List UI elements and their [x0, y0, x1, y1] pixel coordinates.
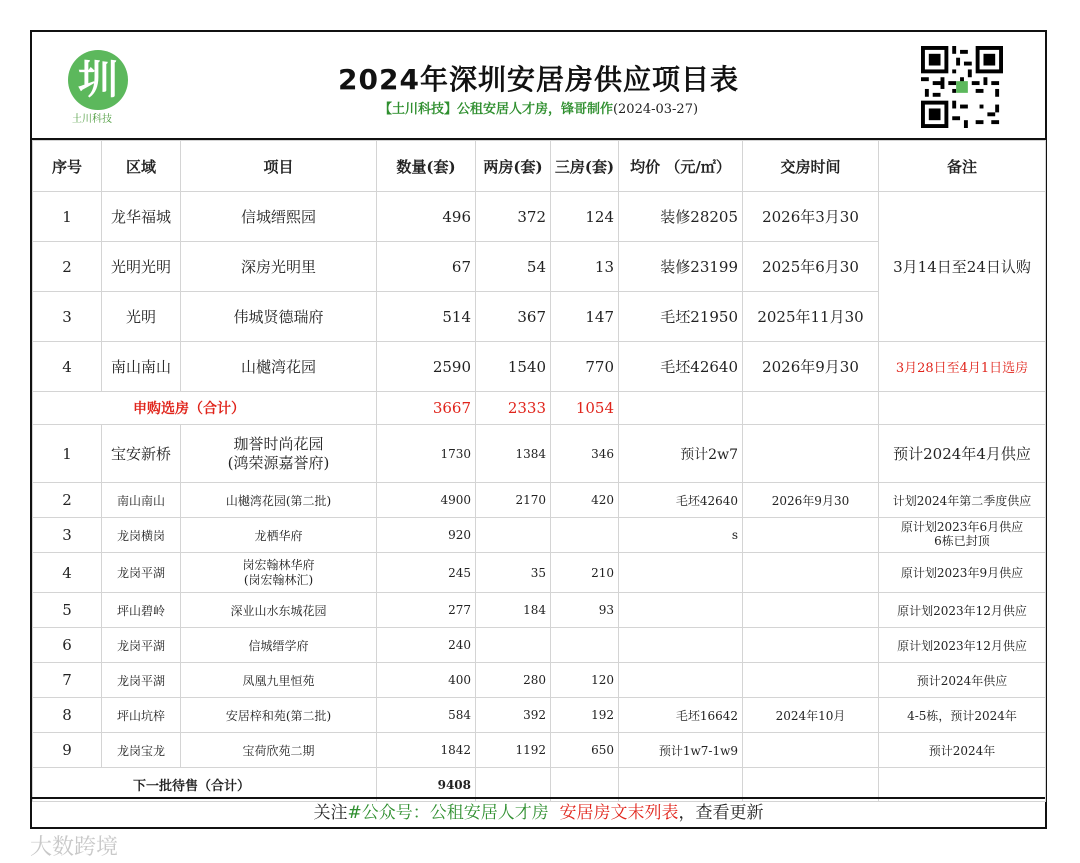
footer-notice — [32, 797, 1045, 827]
cell-qty: 240 — [377, 628, 476, 663]
cell-two — [476, 518, 551, 553]
project-line1: 珈誉时尚花园 — [233, 434, 324, 453]
cell-qty: 277 — [377, 593, 476, 628]
cell-no: 8 — [33, 698, 102, 733]
project-line2: (岗宏翰林汇) — [243, 572, 314, 587]
table-row — [33, 733, 1046, 768]
cell-area: 龙岗平湖 — [102, 628, 181, 663]
cell-two: 372 — [476, 192, 551, 242]
subtotal-row — [33, 392, 1046, 425]
note-line2: 6栋已封顶 — [934, 534, 990, 548]
project-line1: 岗宏翰林华府 — [242, 557, 315, 572]
cell-delivery: 2025年11月30 — [743, 292, 879, 342]
cell-two: 280 — [476, 663, 551, 698]
project-line2: (鸿荣源嘉誉府) — [227, 453, 330, 472]
cell-area: 宝安新桥 — [102, 425, 181, 483]
cell-area: 光明 — [102, 292, 181, 342]
cell-no: 2 — [33, 242, 102, 292]
footer-list: 安居房文末列表 — [559, 803, 679, 823]
cell-project: 深房光明里 — [181, 242, 377, 292]
empty-cell — [619, 392, 743, 425]
cell-price: 装修23199 — [619, 242, 743, 292]
cell-three: 420 — [551, 483, 619, 518]
cell-two: 1540 — [476, 342, 551, 392]
col-header: 三房(套) — [551, 141, 619, 192]
cell-delivery — [743, 553, 879, 593]
cell-area: 龙岗平湖 — [102, 553, 181, 593]
cell-no: 6 — [33, 628, 102, 663]
subtitle-text: 【土川科技】公租安居人才房，锋哥制作 — [378, 102, 613, 117]
table-header-row — [33, 141, 1046, 192]
cell-three: 346 — [551, 425, 619, 483]
cell-two: 1192 — [476, 733, 551, 768]
table-row — [33, 593, 1046, 628]
cell-area: 坪山坑梓 — [102, 698, 181, 733]
cell-area: 龙岗平湖 — [102, 663, 181, 698]
cell-three: 147 — [551, 292, 619, 342]
cell-two: 35 — [476, 553, 551, 593]
cell-note: 4-5栋，预计2024年 — [879, 698, 1046, 733]
note-line1: 原计划2023年6月供应 — [900, 520, 1024, 535]
col-header: 备注 — [879, 141, 1046, 192]
cell-qty: 496 — [377, 192, 476, 242]
cell-no: 9 — [33, 733, 102, 768]
footer-suffix: ，查看更新 — [678, 803, 764, 823]
col-header: 序号 — [33, 141, 102, 192]
subtotal-label: 下一批待售（合计） — [33, 768, 377, 802]
cell-project: 山樾湾花园 — [181, 342, 377, 392]
cell-delivery — [743, 733, 879, 768]
cell-price: 毛坯42640 — [619, 483, 743, 518]
col-header: 项目 — [181, 141, 377, 192]
cell-three: 120 — [551, 663, 619, 698]
cell-note: 预计2024年 — [879, 733, 1046, 768]
cell-qty: 400 — [377, 663, 476, 698]
cell-three: 93 — [551, 593, 619, 628]
table-row — [33, 553, 1046, 593]
cell-area: 龙岗宝龙 — [102, 733, 181, 768]
cell-no: 4 — [33, 342, 102, 392]
cell-qty: 245 — [377, 553, 476, 593]
cell-no: 1 — [33, 192, 102, 242]
subtotal-qty: 9408 — [377, 768, 476, 802]
cell-area: 坪山碧岭 — [102, 593, 181, 628]
subtotal-three: 1054 — [551, 392, 619, 425]
cell-price: 预计1w7-1w9 — [619, 733, 743, 768]
cell-no: 3 — [33, 518, 102, 553]
table-row — [33, 342, 1046, 392]
subtotal-label: 申购选房（合计） — [33, 392, 377, 425]
table-row — [33, 698, 1046, 733]
cell-delivery: 2026年3月30 — [743, 192, 879, 242]
cell-note: 预计2024年4月供应 — [879, 425, 1046, 483]
cell-three: 210 — [551, 553, 619, 593]
cell-qty: 920 — [377, 518, 476, 553]
cell-note: 计划2024年第二季度供应 — [879, 483, 1046, 518]
supply-table — [32, 140, 1046, 802]
table-row — [33, 628, 1046, 663]
cell-project: 龙栖华府 — [181, 518, 377, 553]
cell-qty: 1842 — [377, 733, 476, 768]
cell-project — [181, 425, 377, 483]
cell-price: 预计2w7 — [619, 425, 743, 483]
cell-two: 2170 — [476, 483, 551, 518]
table-row — [33, 192, 1046, 242]
cell-project: 深业山水东城花园 — [181, 593, 377, 628]
logo-caption: 土川科技 — [72, 114, 112, 125]
table-row — [33, 518, 1046, 553]
cell-area: 龙岗横岗 — [102, 518, 181, 553]
cell-qty: 2590 — [377, 342, 476, 392]
cell-no: 2 — [33, 483, 102, 518]
cell-qty: 514 — [377, 292, 476, 342]
cell-two: 184 — [476, 593, 551, 628]
cell-delivery — [743, 593, 879, 628]
footer-account: #公众号：公租安居人才房 — [347, 803, 549, 823]
cell-no: 4 — [33, 553, 102, 593]
cell-two: 392 — [476, 698, 551, 733]
cell-price — [619, 593, 743, 628]
cell-price: 毛坯21950 — [619, 292, 743, 342]
cell-delivery: 2025年6月30 — [743, 242, 879, 292]
cell-qty: 1730 — [377, 425, 476, 483]
cell-three — [551, 518, 619, 553]
footer-prefix: 关注 — [313, 803, 348, 823]
cell-price: 装修28205 — [619, 192, 743, 242]
cell-two: 367 — [476, 292, 551, 342]
cell-project: 伟城贤德瑞府 — [181, 292, 377, 342]
cell-qty: 584 — [377, 698, 476, 733]
col-header: 交房时间 — [743, 141, 879, 192]
cell-qty: 67 — [377, 242, 476, 292]
cell-no: 1 — [33, 425, 102, 483]
cell-note: 原计划2023年12月供应 — [879, 628, 1046, 663]
cell-no: 3 — [33, 292, 102, 342]
cell-price: s — [619, 518, 743, 553]
cell-two: 54 — [476, 242, 551, 292]
cell-no: 7 — [33, 663, 102, 698]
cell-price — [619, 628, 743, 663]
watermark: 大数跨境 — [30, 835, 119, 860]
cell-project: 宝荷欣苑二期 — [181, 733, 377, 768]
cell-delivery — [743, 628, 879, 663]
cell-note — [879, 518, 1046, 553]
cell-note: 3月28日至4月1日选房 — [879, 342, 1046, 392]
page-title: 2024年深圳安居房供应项目表 — [338, 63, 739, 96]
cell-two — [476, 628, 551, 663]
col-header: 均价 （元/㎡） — [619, 141, 743, 192]
cell-note: 预计2024年供应 — [879, 663, 1046, 698]
cell-price: 毛坯16642 — [619, 698, 743, 733]
cell-project — [181, 553, 377, 593]
logo: 圳 — [68, 50, 128, 110]
cell-area: 光明光明 — [102, 242, 181, 292]
cell-project: 凤凰九里恒苑 — [181, 663, 377, 698]
empty-cell — [879, 392, 1046, 425]
cell-project: 山樾湾花园(第二批) — [181, 483, 377, 518]
table-row — [33, 663, 1046, 698]
cell-note-merged: 3月14日至24日认购 — [879, 192, 1046, 342]
cell-project: 信城缙学府 — [181, 628, 377, 663]
col-header: 数量(套) — [377, 141, 476, 192]
subtitle-date: (2024-03-27) — [612, 102, 699, 117]
col-header: 区域 — [102, 141, 181, 192]
cell-delivery — [743, 518, 879, 553]
cell-note: 原计划2023年9月供应 — [879, 553, 1046, 593]
cell-three: 124 — [551, 192, 619, 242]
qr-code-icon — [921, 46, 1003, 128]
cell-qty: 4900 — [377, 483, 476, 518]
cell-delivery — [743, 663, 879, 698]
cell-price — [619, 553, 743, 593]
cell-delivery — [743, 425, 879, 483]
cell-area: 南山南山 — [102, 483, 181, 518]
subtotal-qty: 3667 — [377, 392, 476, 425]
cell-three: 770 — [551, 342, 619, 392]
cell-delivery: 2026年9月30 — [743, 483, 879, 518]
cell-delivery: 2024年10月 — [743, 698, 879, 733]
cell-three: 650 — [551, 733, 619, 768]
header — [32, 32, 1045, 140]
cell-price: 毛坯42640 — [619, 342, 743, 392]
cell-area: 龙华福城 — [102, 192, 181, 242]
table-row — [33, 425, 1046, 483]
cell-area: 南山南山 — [102, 342, 181, 392]
empty-cell — [743, 392, 879, 425]
cell-three — [551, 628, 619, 663]
cell-note: 原计划2023年12月供应 — [879, 593, 1046, 628]
cell-project: 信城缙熙园 — [181, 192, 377, 242]
sheet — [30, 30, 1047, 829]
cell-delivery: 2026年9月30 — [743, 342, 879, 392]
cell-no: 5 — [33, 593, 102, 628]
cell-three: 13 — [551, 242, 619, 292]
col-header: 两房(套) — [476, 141, 551, 192]
subtotal-two: 2333 — [476, 392, 551, 425]
cell-three: 192 — [551, 698, 619, 733]
cell-price — [619, 663, 743, 698]
cell-project: 安居梓和苑(第二批) — [181, 698, 377, 733]
table-row — [33, 483, 1046, 518]
cell-two: 1384 — [476, 425, 551, 483]
page-subtitle — [32, 98, 1045, 117]
